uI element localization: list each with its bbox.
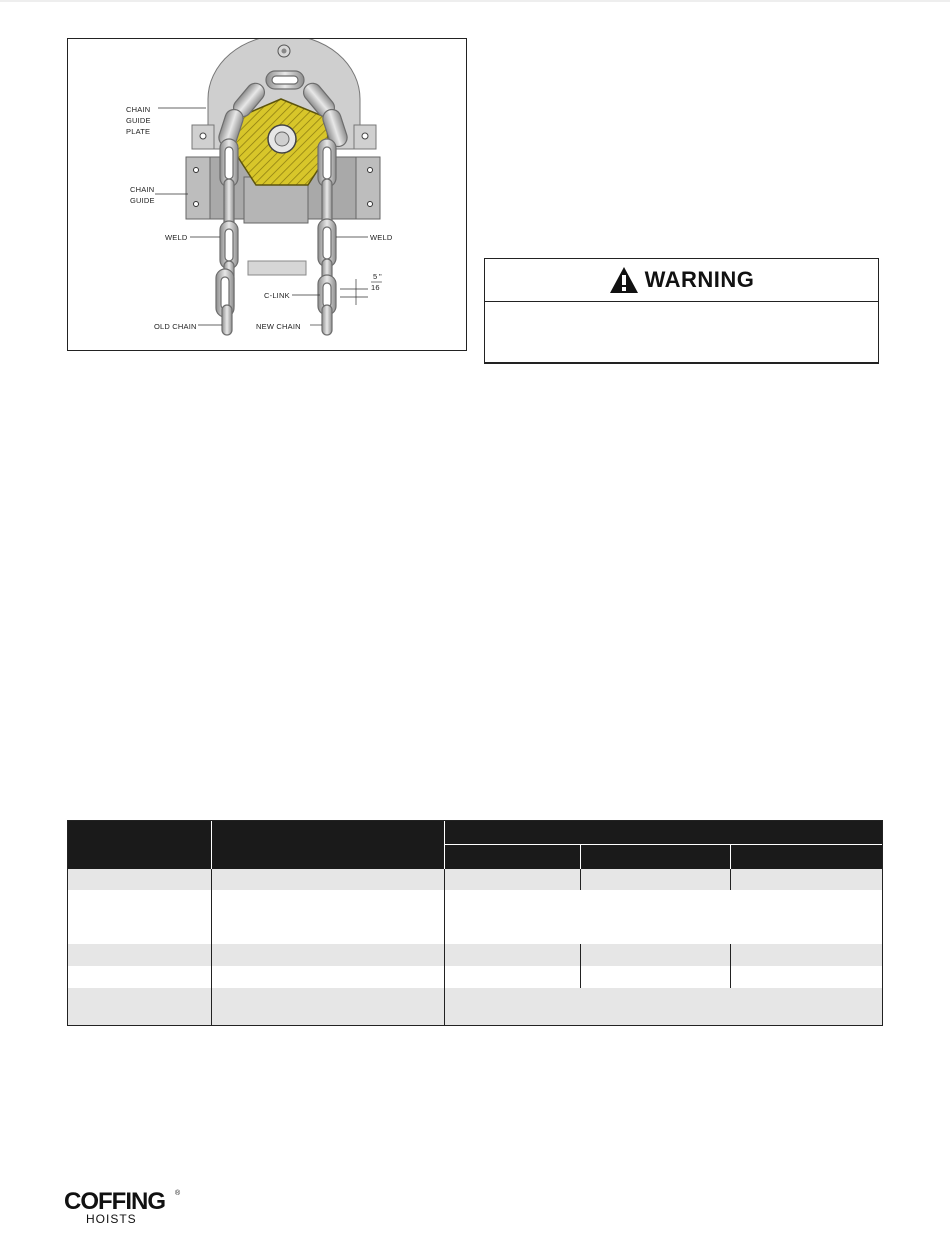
table-row bbox=[68, 988, 882, 1025]
table-divider bbox=[730, 944, 731, 988]
warning-box bbox=[484, 258, 879, 364]
table-subheader-1 bbox=[445, 845, 580, 869]
table-divider bbox=[580, 944, 581, 988]
label-old-chain: OLD CHAIN bbox=[154, 322, 197, 331]
warning-title: WARNING bbox=[644, 267, 755, 292]
table-row bbox=[68, 944, 882, 966]
label-dim-denominator: 16 bbox=[371, 283, 380, 292]
table-row bbox=[68, 966, 882, 988]
label-chain-guide-1: CHAIN bbox=[130, 185, 155, 194]
table-divider bbox=[580, 869, 581, 890]
label-weld-left: WELD bbox=[165, 233, 188, 242]
label-chain-guide-plate-3: PLATE bbox=[126, 127, 151, 136]
label-weld-right: WELD bbox=[370, 233, 393, 242]
label-chain-guide-plate-1: CHAIN bbox=[126, 105, 151, 114]
logo-registered-mark: ® bbox=[175, 1190, 181, 1197]
table-divider bbox=[730, 869, 731, 890]
label-chain-guide-2: GUIDE bbox=[130, 196, 155, 205]
table-divider bbox=[444, 869, 445, 1025]
new-chain bbox=[318, 139, 336, 335]
table-header-col-2 bbox=[212, 821, 444, 869]
logo-wordmark: COFFING bbox=[64, 1188, 165, 1215]
table-divider bbox=[211, 869, 212, 1025]
label-c-link: C-LINK bbox=[264, 291, 290, 300]
label-chain-guide-plate-2: GUIDE bbox=[126, 116, 151, 125]
table-row bbox=[68, 869, 882, 890]
label-dim-numerator: 5 bbox=[373, 272, 378, 281]
label-new-chain: NEW CHAIN bbox=[256, 322, 301, 331]
table-subheader-2 bbox=[581, 845, 730, 869]
warning-header bbox=[485, 259, 878, 302]
table-row bbox=[68, 890, 882, 944]
table-header-group bbox=[445, 821, 882, 844]
chain-diagram bbox=[68, 39, 466, 350]
chain-diagram-figure bbox=[67, 38, 467, 351]
warning-triangle-icon bbox=[609, 266, 639, 294]
coffing-hoists-logo bbox=[64, 1190, 184, 1230]
spec-table bbox=[67, 820, 883, 1026]
table-subheader-3 bbox=[731, 845, 882, 869]
table-header-col-1 bbox=[68, 821, 211, 869]
label-dim-unit: " bbox=[379, 272, 382, 281]
top-rule bbox=[0, 0, 950, 8]
logo-subtitle: HOISTS bbox=[86, 1212, 137, 1226]
warning-body bbox=[485, 302, 878, 362]
